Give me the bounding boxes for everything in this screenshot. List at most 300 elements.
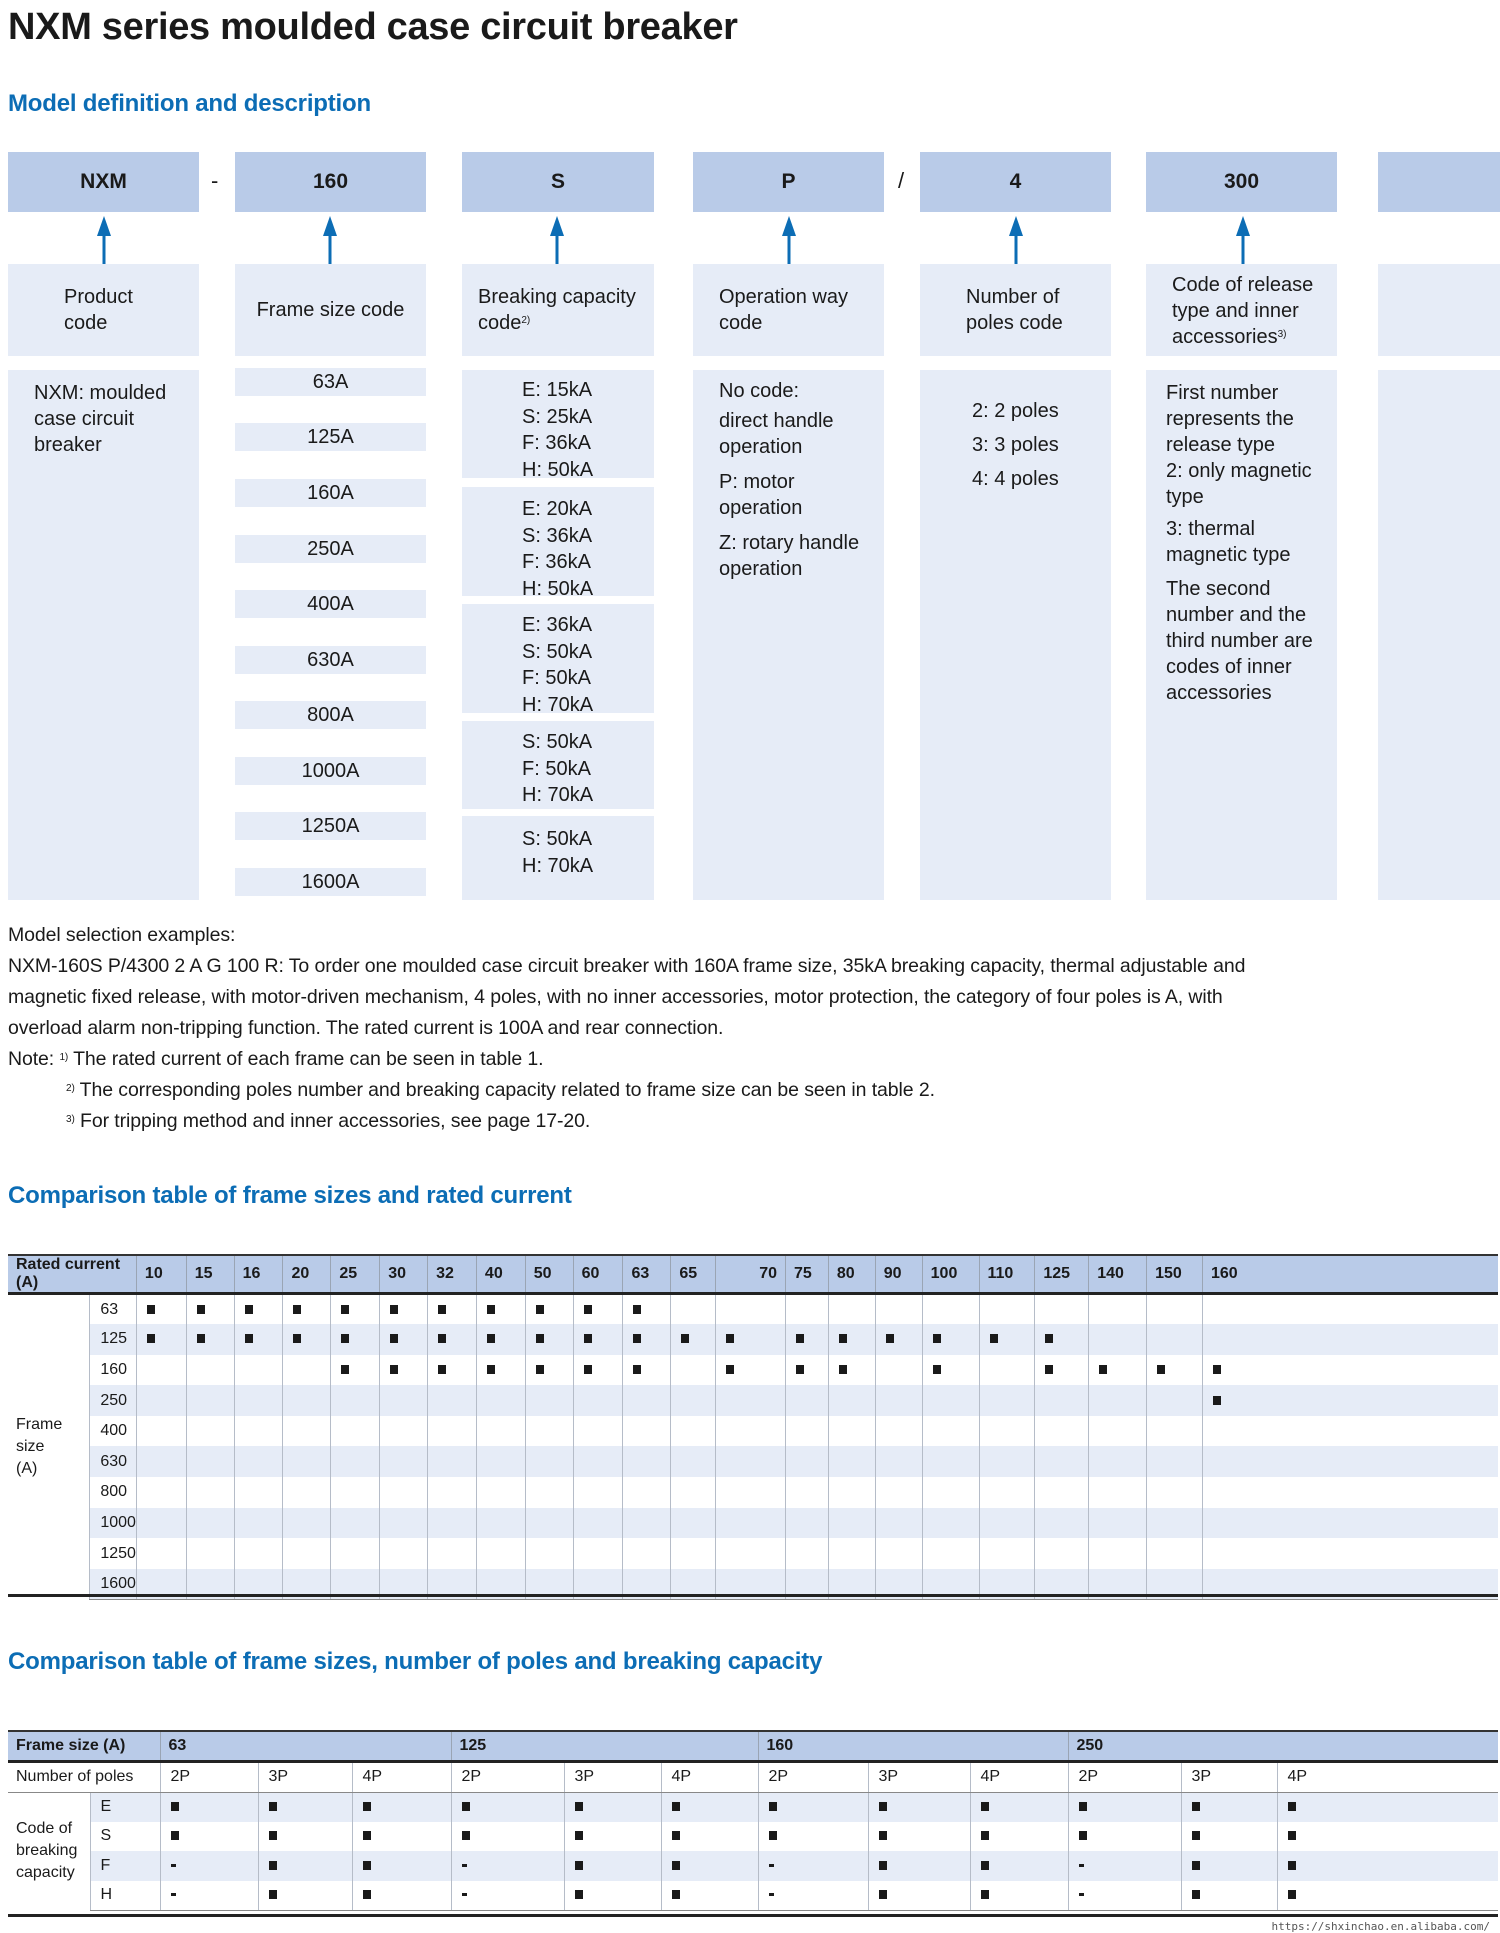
label-breaking-capacity-code xyxy=(462,264,654,356)
mark-cell xyxy=(623,1446,671,1477)
value-cell xyxy=(451,1851,564,1881)
mark-cell xyxy=(525,1508,573,1539)
filled-square-icon xyxy=(438,1365,446,1374)
mark-cell xyxy=(979,1416,1035,1447)
product-description xyxy=(8,370,199,900)
mark-cell xyxy=(623,1477,671,1508)
mark-cell xyxy=(922,1538,979,1569)
frame-size-item: 630A xyxy=(235,646,426,674)
frame-size-cell: 800 xyxy=(90,1477,137,1508)
filled-square-icon xyxy=(933,1334,941,1343)
bc-line: S: 50kA xyxy=(522,640,593,663)
mark-cell xyxy=(136,1508,186,1539)
label-line: code xyxy=(719,312,763,334)
mark-cell xyxy=(380,1294,428,1325)
mark-cell xyxy=(828,1446,875,1477)
desc-line: operation xyxy=(719,436,803,458)
value-cell xyxy=(970,1881,1068,1911)
header-frame-160: 160 xyxy=(758,1731,1068,1761)
filled-square-icon xyxy=(293,1334,301,1343)
value-cell xyxy=(1068,1792,1181,1822)
mark-cell xyxy=(671,1538,716,1569)
dash-icon xyxy=(1079,1893,1084,1896)
mark-cell xyxy=(875,1324,922,1355)
code-box-extra xyxy=(1378,152,1500,212)
value-cell xyxy=(1181,1851,1277,1881)
mark-cell xyxy=(875,1508,922,1539)
pole-cell: 4P xyxy=(1277,1761,1498,1792)
filled-square-icon xyxy=(363,1890,371,1899)
footnote-marker: 2) xyxy=(66,1083,75,1094)
note-label: Note: xyxy=(8,1048,55,1070)
value-cell xyxy=(352,1792,451,1822)
mark-cell xyxy=(786,1446,829,1477)
filled-square-icon xyxy=(726,1365,734,1374)
mark-cell xyxy=(234,1324,283,1355)
mark-cell xyxy=(476,1477,525,1508)
breaking-group-5 xyxy=(462,816,654,900)
mark-cell xyxy=(186,1355,234,1386)
desc-line: operation xyxy=(719,558,803,580)
mark-cell xyxy=(623,1294,671,1325)
header-current-150: 150 xyxy=(1147,1255,1203,1294)
filled-square-icon xyxy=(245,1305,253,1314)
mark-cell xyxy=(1035,1446,1089,1477)
dash-icon xyxy=(171,1893,176,1896)
header-current-25: 25 xyxy=(331,1255,380,1294)
mark-cell xyxy=(922,1324,979,1355)
note-line xyxy=(8,1106,1245,1137)
mark-cell xyxy=(786,1538,829,1569)
mark-cell xyxy=(283,1508,331,1539)
desc-line: case circuit xyxy=(34,408,135,430)
bc-line: S: 25kA xyxy=(522,405,593,428)
mark-cell xyxy=(136,1416,186,1447)
mark-cell xyxy=(716,1446,786,1477)
pole-cell: 2P xyxy=(1068,1761,1181,1792)
breaking-code-cell: E xyxy=(90,1792,160,1822)
filled-square-icon xyxy=(1192,1861,1200,1870)
frame-size-item: 160A xyxy=(235,479,426,507)
mark-cell xyxy=(1089,1294,1147,1325)
code-value: 300 xyxy=(1223,170,1260,193)
filled-square-icon xyxy=(879,1890,887,1899)
filled-square-icon xyxy=(584,1305,592,1314)
footnote-ref: 2) xyxy=(521,315,531,326)
header-current-32: 32 xyxy=(428,1255,477,1294)
filled-square-icon xyxy=(147,1334,155,1343)
value-cell xyxy=(661,1881,758,1911)
header-frame-63: 63 xyxy=(160,1731,451,1761)
mark-cell xyxy=(331,1355,380,1386)
value-cell xyxy=(451,1881,564,1911)
value-cell xyxy=(352,1822,451,1852)
group-label-line: capacity xyxy=(16,1864,75,1882)
filled-square-icon xyxy=(633,1365,641,1374)
mark-cell xyxy=(716,1538,786,1569)
frame-size-cell: 1600 xyxy=(90,1569,137,1600)
mark-cell xyxy=(716,1477,786,1508)
dash-icon xyxy=(462,1864,467,1867)
bc-line: H: 70kA xyxy=(522,693,594,716)
label-line: Breaking capacity xyxy=(478,286,636,308)
value-cell xyxy=(1277,1851,1498,1881)
table-row xyxy=(8,1508,1498,1539)
mark-cell xyxy=(573,1324,623,1355)
value-cell xyxy=(1068,1881,1181,1911)
mark-cell xyxy=(525,1355,573,1386)
desc-line: 3: thermal xyxy=(1166,518,1255,540)
desc-line: type xyxy=(1166,486,1204,508)
mark-cell xyxy=(476,1294,525,1325)
mark-cell xyxy=(525,1538,573,1569)
table-row xyxy=(8,1822,1498,1852)
mark-cell xyxy=(1202,1355,1498,1386)
bc-line: H: 50kA xyxy=(522,458,594,481)
breaking-group-3 xyxy=(462,604,654,716)
mark-cell xyxy=(186,1508,234,1539)
filled-square-icon xyxy=(462,1802,470,1811)
mark-cell xyxy=(1035,1477,1089,1508)
filled-square-icon xyxy=(390,1334,398,1343)
mark-cell xyxy=(573,1446,623,1477)
mark-cell xyxy=(1202,1294,1498,1325)
mark-cell xyxy=(380,1385,428,1416)
mark-cell xyxy=(186,1385,234,1416)
breaking-code-cell: H xyxy=(90,1881,160,1911)
mark-cell xyxy=(875,1355,922,1386)
arrow-up-icon xyxy=(1008,216,1024,264)
filled-square-icon xyxy=(487,1365,495,1374)
mark-cell xyxy=(234,1416,283,1447)
header-current-10: 10 xyxy=(136,1255,186,1294)
mark-cell xyxy=(716,1324,786,1355)
filled-square-icon xyxy=(438,1334,446,1343)
mark-cell xyxy=(1147,1355,1203,1386)
filled-square-icon xyxy=(672,1831,680,1840)
pole-cell: 3P xyxy=(258,1761,352,1792)
header-current-16: 16 xyxy=(234,1255,283,1294)
mark-cell xyxy=(573,1538,623,1569)
mark-cell xyxy=(979,1324,1035,1355)
mark-cell xyxy=(380,1508,428,1539)
filled-square-icon xyxy=(981,1802,989,1811)
poles-row xyxy=(8,1761,1498,1792)
table-row xyxy=(8,1294,1498,1325)
table1-bottom-rule xyxy=(8,1594,1498,1597)
desc-line: third number are xyxy=(1166,630,1313,652)
mark-cell xyxy=(786,1385,829,1416)
note-line xyxy=(8,1075,1245,1106)
mark-cell xyxy=(380,1538,428,1569)
filled-square-icon xyxy=(363,1831,371,1840)
filled-square-icon xyxy=(1288,1831,1296,1840)
mark-cell xyxy=(979,1477,1035,1508)
mark-cell xyxy=(786,1294,829,1325)
value-cell xyxy=(564,1822,661,1852)
mark-cell xyxy=(331,1477,380,1508)
value-cell xyxy=(258,1851,352,1881)
filled-square-icon xyxy=(1192,1831,1200,1840)
mark-cell xyxy=(875,1385,922,1416)
frame-size-item: 1250A xyxy=(235,812,426,840)
code-box-breaking xyxy=(462,152,654,212)
filled-square-icon xyxy=(1099,1365,1107,1374)
mark-cell xyxy=(136,1538,186,1569)
desc-line: operation xyxy=(719,497,803,519)
mark-cell xyxy=(623,1385,671,1416)
mark-cell xyxy=(716,1294,786,1325)
mark-cell xyxy=(428,1416,477,1447)
breaking-code-cell: F xyxy=(90,1851,160,1881)
frame-size-item: 800A xyxy=(235,701,426,729)
filled-square-icon xyxy=(341,1334,349,1343)
desc-line: direct handle xyxy=(719,410,834,432)
value-cell xyxy=(258,1792,352,1822)
filled-square-icon xyxy=(536,1365,544,1374)
operation-description xyxy=(693,370,884,900)
filled-square-icon xyxy=(1192,1802,1200,1811)
desc-line: 2: 2 poles xyxy=(972,400,1059,422)
label-frame-size-code xyxy=(235,264,426,356)
header-current-75: 75 xyxy=(786,1255,829,1294)
mark-cell xyxy=(786,1508,829,1539)
mark-cell xyxy=(283,1416,331,1447)
filled-square-icon xyxy=(981,1890,989,1899)
desc-line: 4: 4 poles xyxy=(972,468,1059,490)
value-cell xyxy=(451,1822,564,1852)
mark-cell xyxy=(186,1446,234,1477)
bc-line: S: 50kA xyxy=(522,828,593,850)
header-current-110: 110 xyxy=(979,1255,1035,1294)
filled-square-icon xyxy=(933,1365,941,1374)
mark-cell xyxy=(380,1416,428,1447)
mark-cell xyxy=(922,1294,979,1325)
mark-cell xyxy=(476,1355,525,1386)
mark-cell xyxy=(979,1538,1035,1569)
group-label-line: breaking xyxy=(16,1842,78,1860)
value-cell xyxy=(160,1851,258,1881)
frame-size-cell: 63 xyxy=(90,1294,137,1325)
filled-square-icon xyxy=(796,1365,804,1374)
mark-cell xyxy=(922,1477,979,1508)
value-cell xyxy=(868,1881,970,1911)
mark-cell xyxy=(380,1355,428,1386)
mark-cell xyxy=(671,1355,716,1386)
code-value: S xyxy=(550,170,565,193)
bc-line: S: 36kA xyxy=(522,524,593,547)
table-row xyxy=(8,1538,1498,1569)
code-value: 4 xyxy=(1009,170,1022,193)
mark-cell xyxy=(283,1385,331,1416)
examples-heading: Model selection examples: xyxy=(8,924,236,946)
breaking-group-4 xyxy=(462,721,654,809)
arrow-up-icon xyxy=(1235,216,1251,264)
mark-cell xyxy=(136,1294,186,1325)
mark-cell xyxy=(828,1416,875,1447)
value-cell xyxy=(160,1822,258,1852)
mark-cell xyxy=(1089,1538,1147,1569)
mark-cell xyxy=(283,1446,331,1477)
table2-heading: Comparison table of frame sizes, number of poles and breaking capacity xyxy=(8,1648,823,1675)
value-cell xyxy=(352,1881,451,1911)
filled-square-icon xyxy=(990,1334,998,1343)
mark-cell xyxy=(573,1385,623,1416)
mark-cell xyxy=(573,1416,623,1447)
mark-cell xyxy=(979,1294,1035,1325)
bc-line: H: 50kA xyxy=(522,577,594,600)
table-row xyxy=(8,1881,1498,1911)
filled-square-icon xyxy=(769,1831,777,1840)
mark-cell xyxy=(1147,1477,1203,1508)
mark-cell xyxy=(875,1416,922,1447)
arrow-up-icon xyxy=(322,216,338,264)
separator-dash: - xyxy=(211,168,219,193)
desc-line: P: motor xyxy=(719,471,795,493)
desc-line: First number xyxy=(1166,382,1279,404)
example-line: overload alarm non-tripping function. The rated current is 100A and rear connection. xyxy=(8,1017,724,1039)
value-cell xyxy=(564,1792,661,1822)
mark-cell xyxy=(234,1355,283,1386)
filled-square-icon xyxy=(769,1802,777,1811)
table-row xyxy=(8,1477,1498,1508)
desc-line: number and the xyxy=(1166,604,1307,626)
filled-square-icon xyxy=(839,1365,847,1374)
page-title: NXM series moulded case circuit breaker xyxy=(8,6,738,48)
frame-size-item: 125A xyxy=(235,423,426,451)
mark-cell xyxy=(1089,1416,1147,1447)
header-rated-current: Rated current (A) xyxy=(8,1255,136,1294)
code-box-frame xyxy=(235,152,426,212)
value-cell xyxy=(970,1792,1068,1822)
filled-square-icon xyxy=(341,1365,349,1374)
filled-square-icon xyxy=(269,1831,277,1840)
header-frame-125: 125 xyxy=(451,1731,758,1761)
mark-cell xyxy=(428,1538,477,1569)
mark-cell xyxy=(1147,1416,1203,1447)
dash-icon xyxy=(171,1864,176,1867)
label-line: poles code xyxy=(966,312,1063,334)
pole-cell: 3P xyxy=(1181,1761,1277,1792)
mark-cell xyxy=(1147,1385,1203,1416)
model-selection-examples xyxy=(8,920,1245,1137)
mark-cell xyxy=(875,1538,922,1569)
mark-cell xyxy=(1202,1416,1498,1447)
value-cell xyxy=(868,1792,970,1822)
value-cell xyxy=(661,1792,758,1822)
dash-icon xyxy=(769,1864,774,1867)
mark-cell xyxy=(1202,1477,1498,1508)
filled-square-icon xyxy=(147,1305,155,1314)
frame-size-item: 250A xyxy=(235,535,426,563)
filled-square-icon xyxy=(363,1861,371,1870)
value-cell xyxy=(1181,1822,1277,1852)
value-cell xyxy=(868,1851,970,1881)
footnote-marker: 1) xyxy=(59,1052,69,1063)
mark-cell xyxy=(671,1324,716,1355)
value-cell xyxy=(1181,1792,1277,1822)
pole-cell: 2P xyxy=(758,1761,868,1792)
mark-cell xyxy=(234,1508,283,1539)
frame-size-item: 400A xyxy=(235,590,426,618)
frame-size-cell: 630 xyxy=(90,1446,137,1477)
filled-square-icon xyxy=(839,1334,847,1343)
filled-square-icon xyxy=(681,1334,689,1343)
value-cell xyxy=(868,1822,970,1852)
bc-line: H: 70kA xyxy=(522,854,594,877)
filled-square-icon xyxy=(584,1365,592,1374)
mark-cell xyxy=(380,1446,428,1477)
mark-cell xyxy=(1202,1324,1498,1355)
desc-line: The second xyxy=(1166,578,1271,600)
filled-square-icon xyxy=(1288,1802,1296,1811)
mark-cell xyxy=(979,1355,1035,1386)
table-row xyxy=(8,1324,1498,1355)
filled-square-icon xyxy=(536,1305,544,1314)
mark-cell xyxy=(1035,1416,1089,1447)
mark-cell xyxy=(428,1385,477,1416)
desc-line: release type xyxy=(1166,434,1275,456)
pole-cell: 2P xyxy=(451,1761,564,1792)
mark-cell xyxy=(186,1538,234,1569)
note-line xyxy=(8,1044,1245,1075)
filled-square-icon xyxy=(487,1305,495,1314)
filled-square-icon xyxy=(879,1831,887,1840)
filled-square-icon xyxy=(886,1334,894,1343)
mark-cell xyxy=(186,1416,234,1447)
value-cell xyxy=(661,1822,758,1852)
mark-cell xyxy=(1147,1294,1203,1325)
mark-cell xyxy=(1089,1324,1147,1355)
desc-line: 2: only magnetic xyxy=(1166,460,1312,482)
header-current-160: 160 xyxy=(1202,1255,1498,1294)
mark-cell xyxy=(671,1477,716,1508)
mark-cell xyxy=(716,1385,786,1416)
mark-cell xyxy=(283,1538,331,1569)
dash-icon xyxy=(769,1893,774,1896)
mark-cell xyxy=(828,1508,875,1539)
label-line: Product xyxy=(64,286,133,308)
filled-square-icon xyxy=(171,1831,179,1840)
desc-line: NXM: moulded xyxy=(34,382,167,404)
value-cell xyxy=(1277,1881,1498,1911)
filled-square-icon xyxy=(1157,1365,1165,1374)
mark-cell xyxy=(234,1294,283,1325)
label-line: type and inner xyxy=(1172,300,1299,322)
frame-poles-breaking-table xyxy=(8,1730,1498,1911)
poles-description xyxy=(920,370,1111,900)
mark-cell xyxy=(283,1477,331,1508)
mark-cell xyxy=(922,1385,979,1416)
group-label-line: size xyxy=(16,1438,45,1456)
mark-cell xyxy=(786,1355,829,1386)
value-cell xyxy=(1068,1851,1181,1881)
bc-line: S: 50kA xyxy=(522,731,593,753)
breaking-group-1 xyxy=(462,370,654,481)
mark-cell xyxy=(716,1355,786,1386)
filled-square-icon xyxy=(363,1802,371,1811)
mark-cell xyxy=(136,1324,186,1355)
mark-cell xyxy=(786,1416,829,1447)
desc-line: breaker xyxy=(34,434,102,456)
mark-cell xyxy=(476,1416,525,1447)
extra-description xyxy=(1378,370,1500,900)
mark-cell xyxy=(1147,1538,1203,1569)
value-cell xyxy=(758,1822,868,1852)
filled-square-icon xyxy=(1288,1890,1296,1899)
mark-cell xyxy=(1202,1538,1498,1569)
mark-cell xyxy=(525,1294,573,1325)
